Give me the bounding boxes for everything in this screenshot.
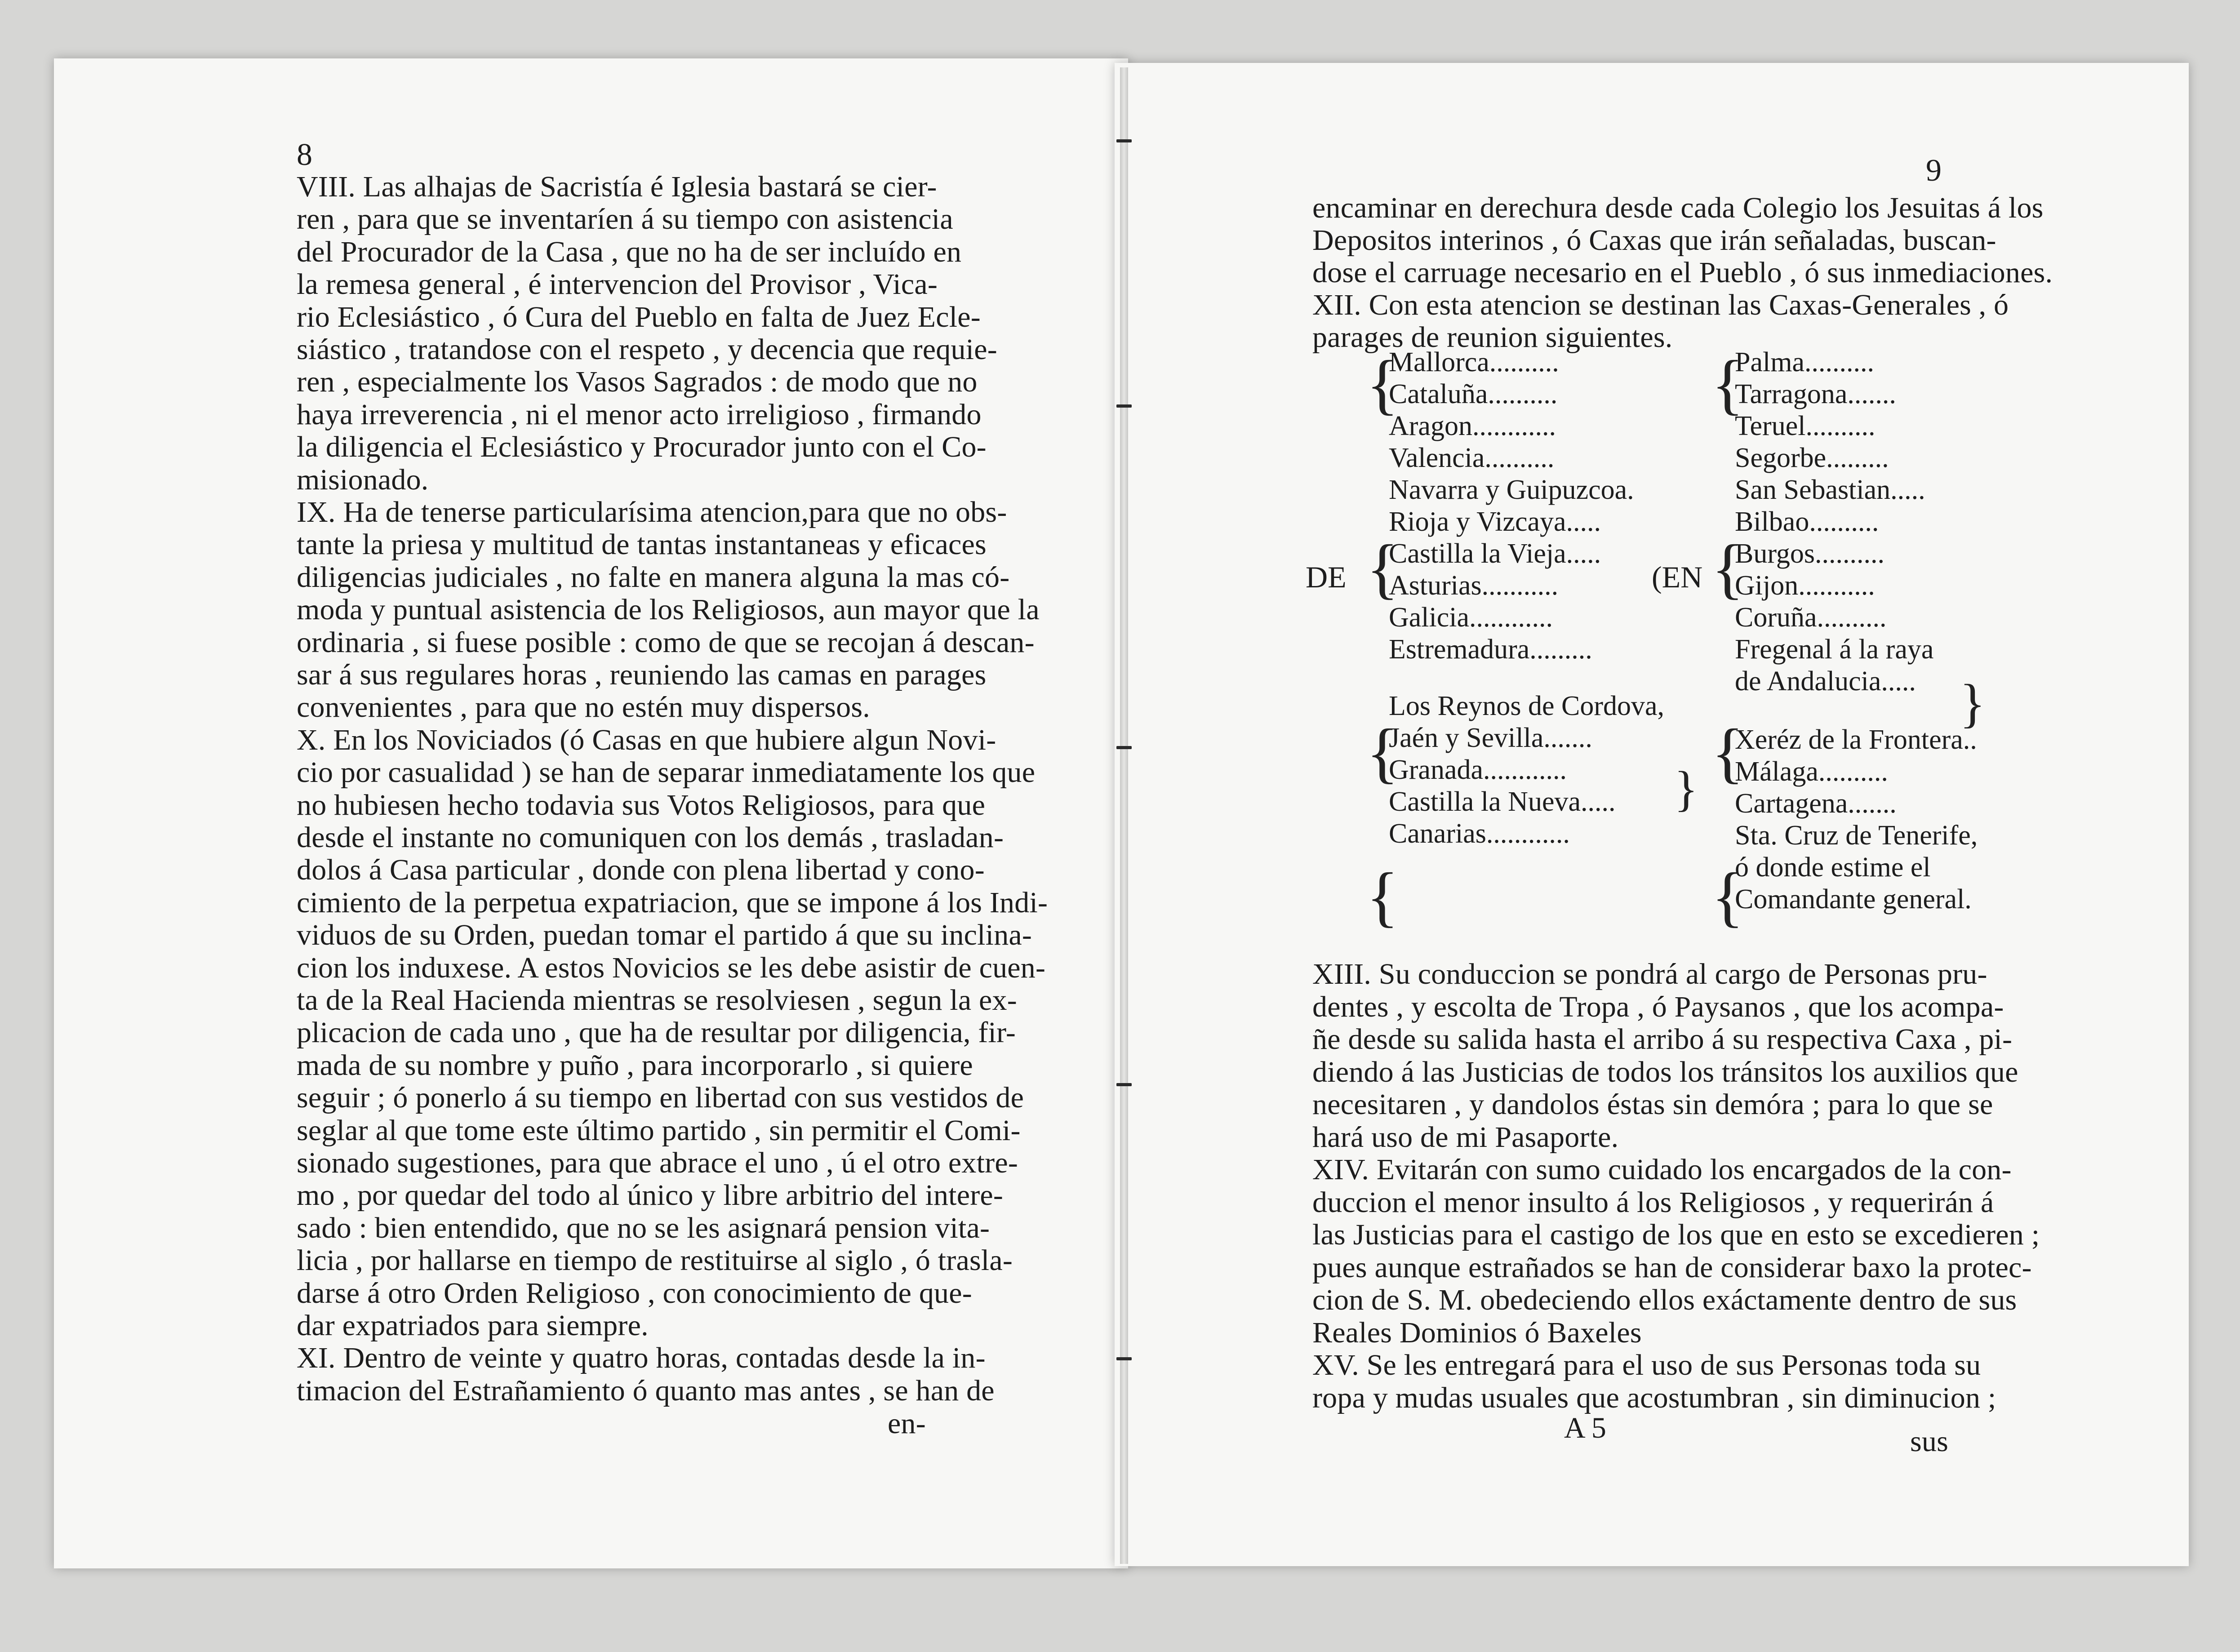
table-cell: Jaén y Sevilla.......: [1389, 723, 1592, 753]
table-cell: Granada............: [1389, 755, 1567, 785]
text-line: VIII. Las alhajas de Sacristía é Iglesia bastará se cier-: [297, 170, 937, 203]
text-line: la diligencia el Eclesiástico y Procurador junto con el Co-: [297, 431, 987, 464]
text-line: cio por casualidad ) se han de separar inmediatamente los que: [297, 756, 1036, 789]
text-line: rio Eclesiástico , ó Cura del Pueblo en falta de Juez Ecle-: [297, 300, 981, 333]
destination-brace: {: [1711, 531, 1744, 606]
text-line: duccion el menor insulto á los Religiosos , y requerirán á: [1312, 1186, 1994, 1219]
text-line: moda y puntual asistencia de los Religiosos, aun mayor que la: [297, 593, 1040, 626]
text-line: ren , especialmente los Vasos Sagrados : de modo que no: [297, 365, 978, 399]
en-label: (EN: [1652, 560, 1703, 594]
text-line: necesitaren , y dandolos éstas sin demóra ; para lo que se: [1312, 1088, 1993, 1121]
text-line: sionado sugestiones, para que abrace el uno , ú el otro extre-: [297, 1146, 1018, 1179]
table-cell: Cataluña..........: [1389, 379, 1558, 409]
table-cell: Galicia............: [1389, 602, 1553, 633]
table-cell: Coruña..........: [1735, 602, 1887, 633]
right-page: [1115, 63, 2189, 1566]
text-line: dose el carruage necesario en el Pueblo , ó sus inmediaciones.: [1312, 256, 2053, 289]
text-line: Reales Dominios ó Baxeles: [1312, 1316, 1642, 1349]
table-cell: Teruel..........: [1735, 411, 1876, 441]
origin-brace: {: [1366, 859, 1399, 934]
text-line: ordinaria , si fuese posible : como de que se recojan á descan-: [297, 626, 1035, 659]
text-line: darse á otro Orden Religioso , con conocimiento de que-: [297, 1276, 972, 1310]
table-cell: Segorbe.........: [1735, 443, 1889, 473]
table-cell: Bilbao..........: [1735, 506, 1879, 537]
text-line: misionado.: [297, 463, 429, 496]
text-line: no hubiesen hecho todavia sus Votos Religiosos, para que: [297, 788, 986, 822]
text-line: hará uso de mi Pasaporte.: [1312, 1120, 1619, 1154]
table-cell: Aragon............: [1389, 411, 1556, 441]
table-cell: Comandante general.: [1735, 884, 1972, 915]
text-line: XII. Con esta atencion se destinan las Caxas-Generales , ó: [1312, 289, 2009, 321]
binding-stitch: [1116, 1357, 1132, 1360]
table-cell: Burgos..........: [1735, 538, 1885, 569]
signature-mark: A 5: [1564, 1412, 1607, 1444]
text-line: ta de la Real Hacienda mientras se resolviesen , segun la ex-: [297, 984, 1017, 1017]
book-gutter: [1120, 67, 1128, 1564]
table-cell: Málaga..........: [1735, 756, 1888, 787]
text-line: XI. Dentro de veinte y quatro horas, contadas desde la in-: [297, 1341, 986, 1375]
text-line: siástico , tratandose con el respeto , y decencia que requie-: [297, 333, 997, 366]
table-cell: Palma..........: [1735, 347, 1874, 377]
table-cell: Castilla la Vieja.....: [1389, 538, 1601, 569]
text-line: haya irreverencia , ni el menor acto irreligioso , firmando: [297, 398, 982, 431]
table-cell: Castilla la Nueva.....: [1389, 786, 1616, 817]
de-label: DE: [1306, 560, 1347, 594]
origin-brace: {: [1366, 531, 1399, 606]
text-line: sar á sus regulares horas , reuniendo las camas en parages: [297, 658, 987, 691]
table-cell: Xeréz de la Frontera..: [1735, 724, 1977, 755]
table-cell: Mallorca..........: [1389, 347, 1559, 377]
origin-brace: {: [1366, 715, 1399, 790]
left-page: [54, 58, 1128, 1568]
table-cell: San Sebastian.....: [1735, 475, 1925, 505]
binding-stitch: [1116, 746, 1132, 749]
text-line: Depositos interinos , ó Caxas que irán señaladas, buscan-: [1312, 224, 1996, 257]
table-cell: Tarragona.......: [1735, 379, 1896, 409]
text-line: XV. Se les entregará para el uso de sus Personas toda su: [1312, 1349, 1981, 1381]
text-line: mo , por quedar del todo al único y libre arbitrio del intere-: [297, 1179, 1004, 1212]
text-line: IX. Ha de tenerse particularísima atencion,para que no obs-: [297, 496, 1007, 528]
destination-brace: {: [1711, 347, 1744, 422]
table-cell: Navarra y Guipuzcoa.: [1389, 475, 1634, 505]
table-cell: Gijon...........: [1735, 570, 1875, 601]
text-line: dolos á Casa particular , donde con plena libertad y cono-: [297, 853, 985, 887]
andalucia-brace: }: [1674, 761, 1698, 816]
table-cell: Valencia..........: [1389, 443, 1555, 473]
table-cell: Canarias............: [1389, 818, 1570, 849]
catchword: sus: [1910, 1425, 1948, 1458]
text-line: ren , para que se inventaríen á su tiempo con asistencia: [297, 203, 953, 236]
text-line: cion de S. M. obedeciendo ellos exáctamente dentro de sus: [1312, 1283, 2017, 1316]
text-line: cimiento de la perpetua expatriacion, que se impone á los Indi-: [297, 886, 1048, 919]
text-line: tante la priesa y multitud de tantas instantaneas y eficaces: [297, 528, 987, 561]
text-line: diligencias judiciales , no falte en manera alguna la mas có-: [297, 560, 1010, 594]
text-line: sado : bien entendido, que no se les asignará pension vita-: [297, 1211, 990, 1244]
text-line: del Procurador de la Casa , que no ha de ser incluído en: [297, 235, 962, 268]
destination-brace: {: [1711, 859, 1744, 934]
table-cell: Rioja y Vizcaya.....: [1389, 506, 1601, 537]
text-line: diendo á las Justicias de todos los tránsitos los auxilios que: [1312, 1055, 2018, 1088]
text-line: timacion del Estrañamiento ó quanto mas antes , se han de: [297, 1374, 995, 1407]
table-cell: Los Reynos de Cordova,: [1389, 691, 1665, 721]
text-line: pues aunque estrañados se han de considerar baxo la protec-: [1312, 1251, 2032, 1284]
text-line: parages de reunion siguientes.: [1312, 321, 1673, 354]
table-cell: ó donde estime el: [1735, 852, 1931, 883]
text-line: XIII. Su conduccion se pondrá al cargo de Personas pru-: [1312, 958, 1987, 990]
binding-stitch: [1116, 1083, 1132, 1086]
text-line: cion los induxese. A estos Novicios se les debe asistir de cuen-: [297, 951, 1046, 984]
andalucia-brace: }: [1960, 673, 1986, 733]
binding-stitch: [1116, 139, 1132, 142]
text-line: XIV. Evitarán con sumo cuidado los encargados de la con-: [1312, 1153, 2012, 1186]
destination-brace: {: [1711, 715, 1744, 790]
text-line: ñe desde su salida hasta el arribo á su respectiva Caxa , pi-: [1312, 1023, 2013, 1056]
table-cell: Sta. Cruz de Tenerife,: [1735, 820, 1978, 851]
text-line: seguir ; ó ponerlo á su tiempo en libertad con sus vestidos de: [297, 1081, 1024, 1115]
table-cell: Fregenal á la raya: [1735, 634, 1934, 665]
text-line: seglar al que tome este último partido , sin permitir el Comi-: [297, 1114, 1021, 1147]
table-cell: Cartagena.......: [1735, 788, 1897, 819]
text-line: X. En los Noviciados (ó Casas en que hubiere algun Novi-: [297, 723, 996, 756]
text-line: ropa y mudas usuales que acostumbran , sin diminucion ;: [1312, 1381, 1996, 1414]
table-cell: de Andalucia.....: [1735, 666, 1916, 697]
text-line: plicacion de cada uno , que ha de resultar por diligencia, fir-: [297, 1016, 1016, 1049]
table-cell: Estremadura.........: [1389, 634, 1592, 665]
text-line: mada de su nombre y puño , para incorporarlo , si quiere: [297, 1048, 973, 1082]
text-line: desde el instante no comuniquen con los demás , trasladan-: [297, 821, 1004, 854]
text-line: las Justicias para el castigo de los que en esto se excedieren ;: [1312, 1218, 2040, 1251]
text-line: licia , por hallarse en tiempo de restituirse al siglo , ó trasla-: [297, 1244, 1013, 1277]
text-line: dar expatriados para siempre.: [297, 1309, 649, 1342]
text-line: convenientes , para que no estén muy dispersos.: [297, 691, 870, 724]
text-line: viduos de su Orden, puedan tomar el partido á que su inclina-: [297, 919, 1032, 952]
text-line: dentes , y escolta de Tropa , ó Paysanos , que los acompa-: [1312, 990, 2004, 1023]
table-cell: Asturias...........: [1389, 570, 1559, 601]
catchword: en-: [888, 1407, 926, 1440]
page-number: 8: [297, 138, 312, 172]
binding-stitch: [1116, 404, 1132, 408]
page-number: 9: [1926, 153, 1942, 188]
text-line: encaminar en derechura desde cada Colegio los Jesuitas á los: [1312, 191, 2044, 224]
origin-brace: {: [1366, 347, 1399, 422]
text-line: la remesa general , é intervencion del Provisor , Vica-: [297, 268, 938, 301]
